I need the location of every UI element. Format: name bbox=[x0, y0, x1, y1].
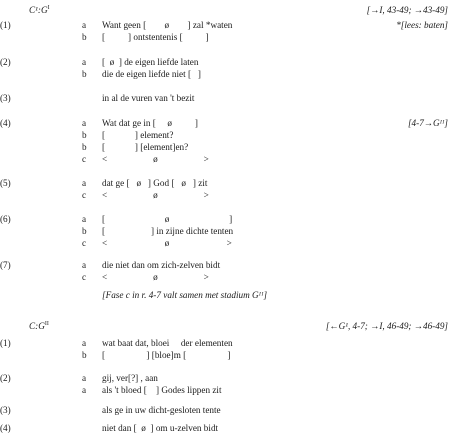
variant-letter: a bbox=[82, 118, 87, 128]
variant-letter: c bbox=[82, 190, 87, 200]
variant-text: Want geen [ ø ] zal *waten bbox=[102, 20, 233, 30]
text-row bbox=[0, 372, 450, 384]
variant-text: [ ] [bloe]m [ ] bbox=[102, 350, 231, 360]
line-number: (4) bbox=[0, 118, 11, 128]
line-number: (2) bbox=[0, 373, 11, 383]
variant-letter: b bbox=[82, 130, 87, 140]
variant-letter: a bbox=[82, 57, 87, 67]
section2-header bbox=[0, 320, 450, 332]
variant-text: [ ø ] bbox=[102, 214, 233, 224]
line-reference: [4-7→Gᴵᴵ] bbox=[407, 118, 448, 128]
variant-text: dat ge [ ø ] God [ ø ] zit bbox=[102, 178, 208, 188]
text-row bbox=[0, 349, 450, 361]
text-row bbox=[0, 117, 450, 129]
reading-note: *[lees: baten] bbox=[396, 20, 448, 30]
variant-letter: b bbox=[82, 350, 87, 360]
section1-reference: [→I, 43-49; →43-49] bbox=[366, 5, 448, 15]
line-number: (5) bbox=[0, 178, 11, 188]
variant-text: niet dan [ ø ] om u-zelven bidt bbox=[102, 423, 219, 433]
line-number: (6) bbox=[0, 214, 11, 224]
section1-header bbox=[0, 4, 450, 16]
text-row bbox=[0, 68, 450, 80]
text-row bbox=[0, 56, 450, 68]
line-number: (3) bbox=[0, 93, 11, 103]
variant-letter: b bbox=[82, 142, 87, 152]
variant-letter: a bbox=[82, 260, 87, 270]
variant-letter: a bbox=[82, 338, 87, 348]
variant-letter: a bbox=[82, 214, 87, 224]
text-row bbox=[0, 177, 450, 189]
text-row bbox=[0, 153, 450, 165]
line-number: (1) bbox=[0, 338, 11, 348]
variant-letter: a bbox=[82, 20, 87, 30]
text-row bbox=[0, 213, 450, 225]
section1-label: $C^1:G^I$ bbox=[29, 4, 50, 15]
variant-text: als 't bloed [ ] Godes lippen zit bbox=[102, 385, 222, 395]
section2-reference: [←G¹, 4-7; →I, 46-49; →46-49] bbox=[325, 321, 448, 331]
variant-text: [ ] ontstentenis [ ] bbox=[102, 32, 209, 42]
variant-letter: a bbox=[82, 373, 87, 383]
variant-text: die de eigen liefde niet [ ] bbox=[102, 69, 201, 79]
text-row bbox=[0, 141, 450, 153]
stage-footnote: [Fase c in r. 4-7 valt samen met stadium Gᴵᴵ] bbox=[102, 290, 268, 300]
text-row bbox=[0, 129, 450, 141]
text-row bbox=[0, 404, 450, 416]
variant-text: in al de vuren van 't bezit bbox=[102, 93, 195, 103]
text-row bbox=[0, 259, 450, 271]
variant-letter: b bbox=[82, 32, 87, 42]
variant-letter: b bbox=[82, 69, 87, 79]
text-row bbox=[0, 92, 450, 104]
line-number: (1) bbox=[0, 20, 11, 30]
footnote-row bbox=[0, 289, 450, 301]
text-row bbox=[0, 225, 450, 237]
variant-text: [ ] in zijne dichte tenten bbox=[102, 226, 234, 236]
line-number: (3) bbox=[0, 405, 11, 415]
variant-text: [ ] element? bbox=[102, 130, 174, 140]
text-row bbox=[0, 422, 450, 434]
variant-letter: a bbox=[82, 385, 87, 395]
variant-text: < ø > bbox=[102, 238, 232, 248]
variant-letter: c bbox=[82, 154, 87, 164]
variant-text: < ø > bbox=[102, 272, 209, 282]
text-row bbox=[0, 384, 450, 396]
line-number: (2) bbox=[0, 57, 11, 67]
text-row bbox=[0, 31, 450, 43]
variant-text: < ø > bbox=[102, 154, 209, 164]
variant-text: als ge in uw dicht-gesloten tente bbox=[102, 405, 221, 415]
variant-text: gij, ver[?] , aan bbox=[102, 373, 158, 383]
variant-letter: b bbox=[82, 226, 87, 236]
variant-letter: a bbox=[82, 178, 87, 188]
variant-text: die niet dan om zich-zelven bidt bbox=[102, 260, 221, 270]
text-row bbox=[0, 189, 450, 201]
variant-letter: c bbox=[82, 272, 87, 282]
text-row bbox=[0, 19, 450, 31]
variant-text: wat baat dat, bloei der elementen bbox=[102, 338, 233, 348]
variant-text: < ø > bbox=[102, 190, 209, 200]
text-row bbox=[0, 237, 450, 249]
text-row bbox=[0, 271, 450, 283]
text-row bbox=[0, 337, 450, 349]
variant-text: Wat dat ge in [ ø ] bbox=[102, 118, 198, 128]
variant-text: [ ø ] de eigen liefde laten bbox=[102, 57, 199, 67]
variant-text: [ ] [element]en? bbox=[102, 142, 189, 152]
variant-letter: c bbox=[82, 238, 87, 248]
line-number: (7) bbox=[0, 260, 11, 270]
section2-label: $C:G^{II}$ bbox=[29, 320, 49, 331]
line-number: (4) bbox=[0, 423, 11, 433]
